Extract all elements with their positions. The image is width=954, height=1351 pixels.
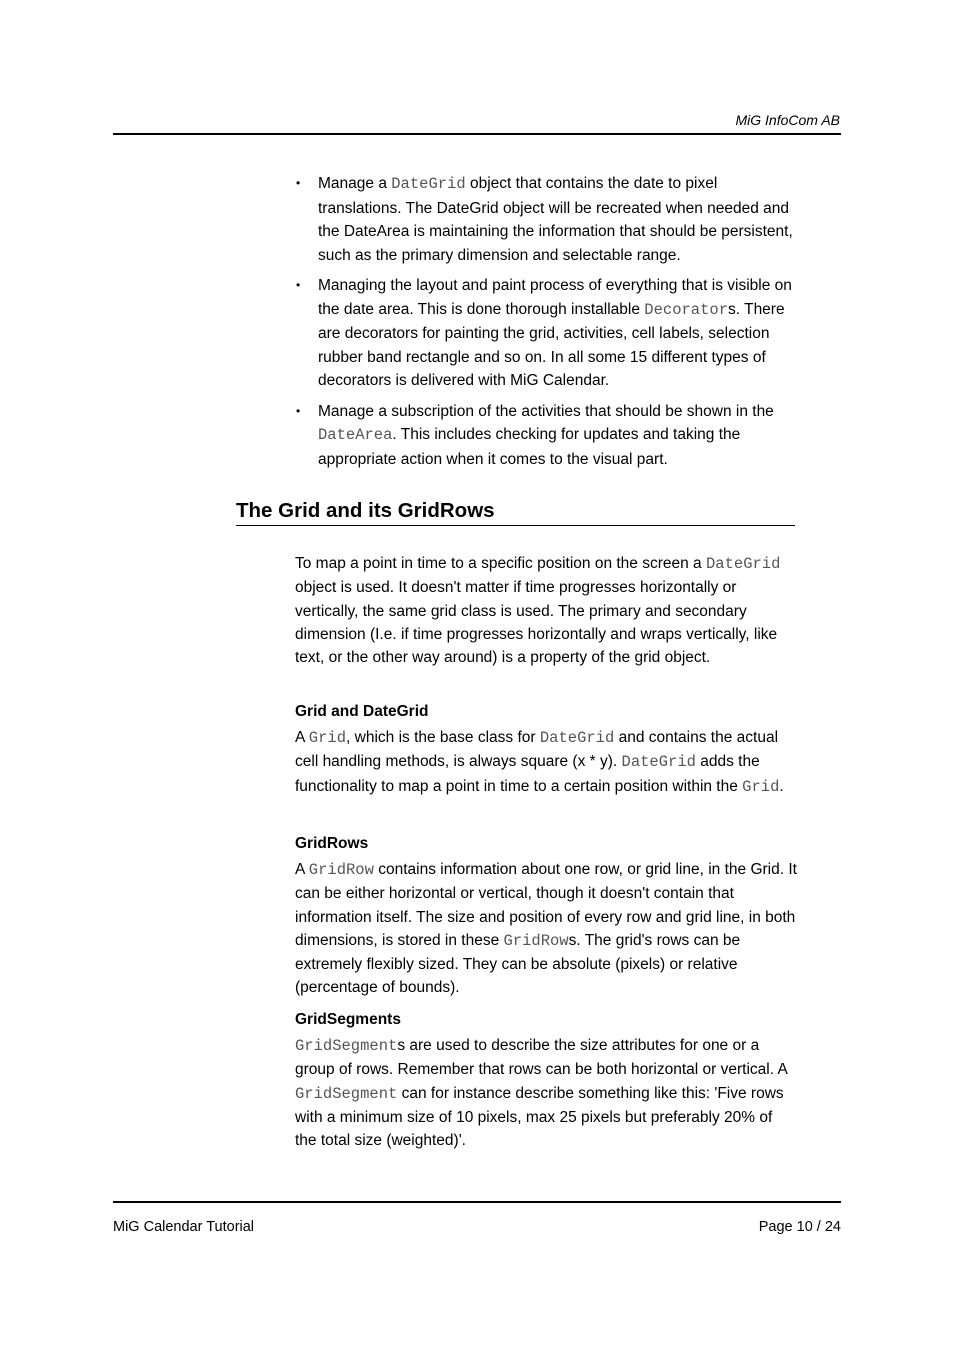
header-rule [113, 133, 841, 135]
bullet-item: • Manage a subscription of the activities that should be shown in the DateArea. This includes checking for updates and taking the appropriate action when it comes to the visual part. [296, 400, 796, 472]
subheading-gridrows: GridRows [295, 835, 369, 852]
footer-rule [113, 1201, 841, 1203]
bullet-item: • Managing the layout and paint process of everything that is visible on the date area. This is done thorough installable Decorators. There are decorators for painting the grid, activities, cell labels, selection rubber band rectangle and so on. In all some 15 different types of decorators is delivered with MiG Calendar. [296, 274, 796, 393]
subheading-grid-and-dategrid: Grid and DateGrid [295, 703, 429, 720]
gridsegments-paragraph: GridSegments are used to describe the size attributes for one or a group of rows. Remember that rows can be both horizontal or vertical. A GridSegment can for instance describe something like this: 'Five rows with a minimum size of 10 pixels, max 25 pixels but preferably 20% of the total size (weighted)'. [295, 1037, 787, 1150]
grid-and-dategrid-paragraph: A Grid, which is the base class for DateGrid and contains the actual cell handling methods, is always square (x * y). DateGrid adds the functionality to map a point in time to a certain position within the Grid. [295, 729, 784, 796]
section-title: The Grid and its GridRows [236, 499, 795, 526]
bullet-icon: • [296, 403, 301, 418]
footer-title: MiG Calendar Tutorial [113, 1219, 255, 1235]
intro-paragraph: To map a point in time to a specific position on the screen a DateGrid object is used. It doesn't matter if time progresses horizontally or vertically, the same grid class is used. The primary and secondary dimension (I.e. if time progresses horizontally and wraps vertically, like text, or the other way around) is a property of the grid object. [295, 555, 781, 667]
bullet-item: • Manage a DateGrid object that contains the date to pixel translations. The DateGrid object will be recreated when needed and the DateArea is maintaining the information that should be persistent, such as the primary dimension and selectable range. [296, 172, 796, 267]
bullet-icon: • [296, 278, 301, 292]
bullet-list [296, 172, 796, 478]
page-number: Page 10 / 24 [758, 1219, 841, 1235]
subheading-gridsegments: GridSegments [295, 1011, 401, 1028]
header-company: MiG InfoCom AB [735, 112, 840, 128]
gridrows-paragraph: A GridRow contains information about one row, or grid line, in the Grid. It can be either horizontal or vertical, though it doesn't contain that information itself. The size and position of every row and grid line, in both dimensions, is stored in these GridRows. The grid's rows can be extremely flexibly sized. They can be absolute (pixels) or relative (percentage of bounds). [295, 861, 797, 997]
bullet-icon: • [296, 176, 301, 190]
